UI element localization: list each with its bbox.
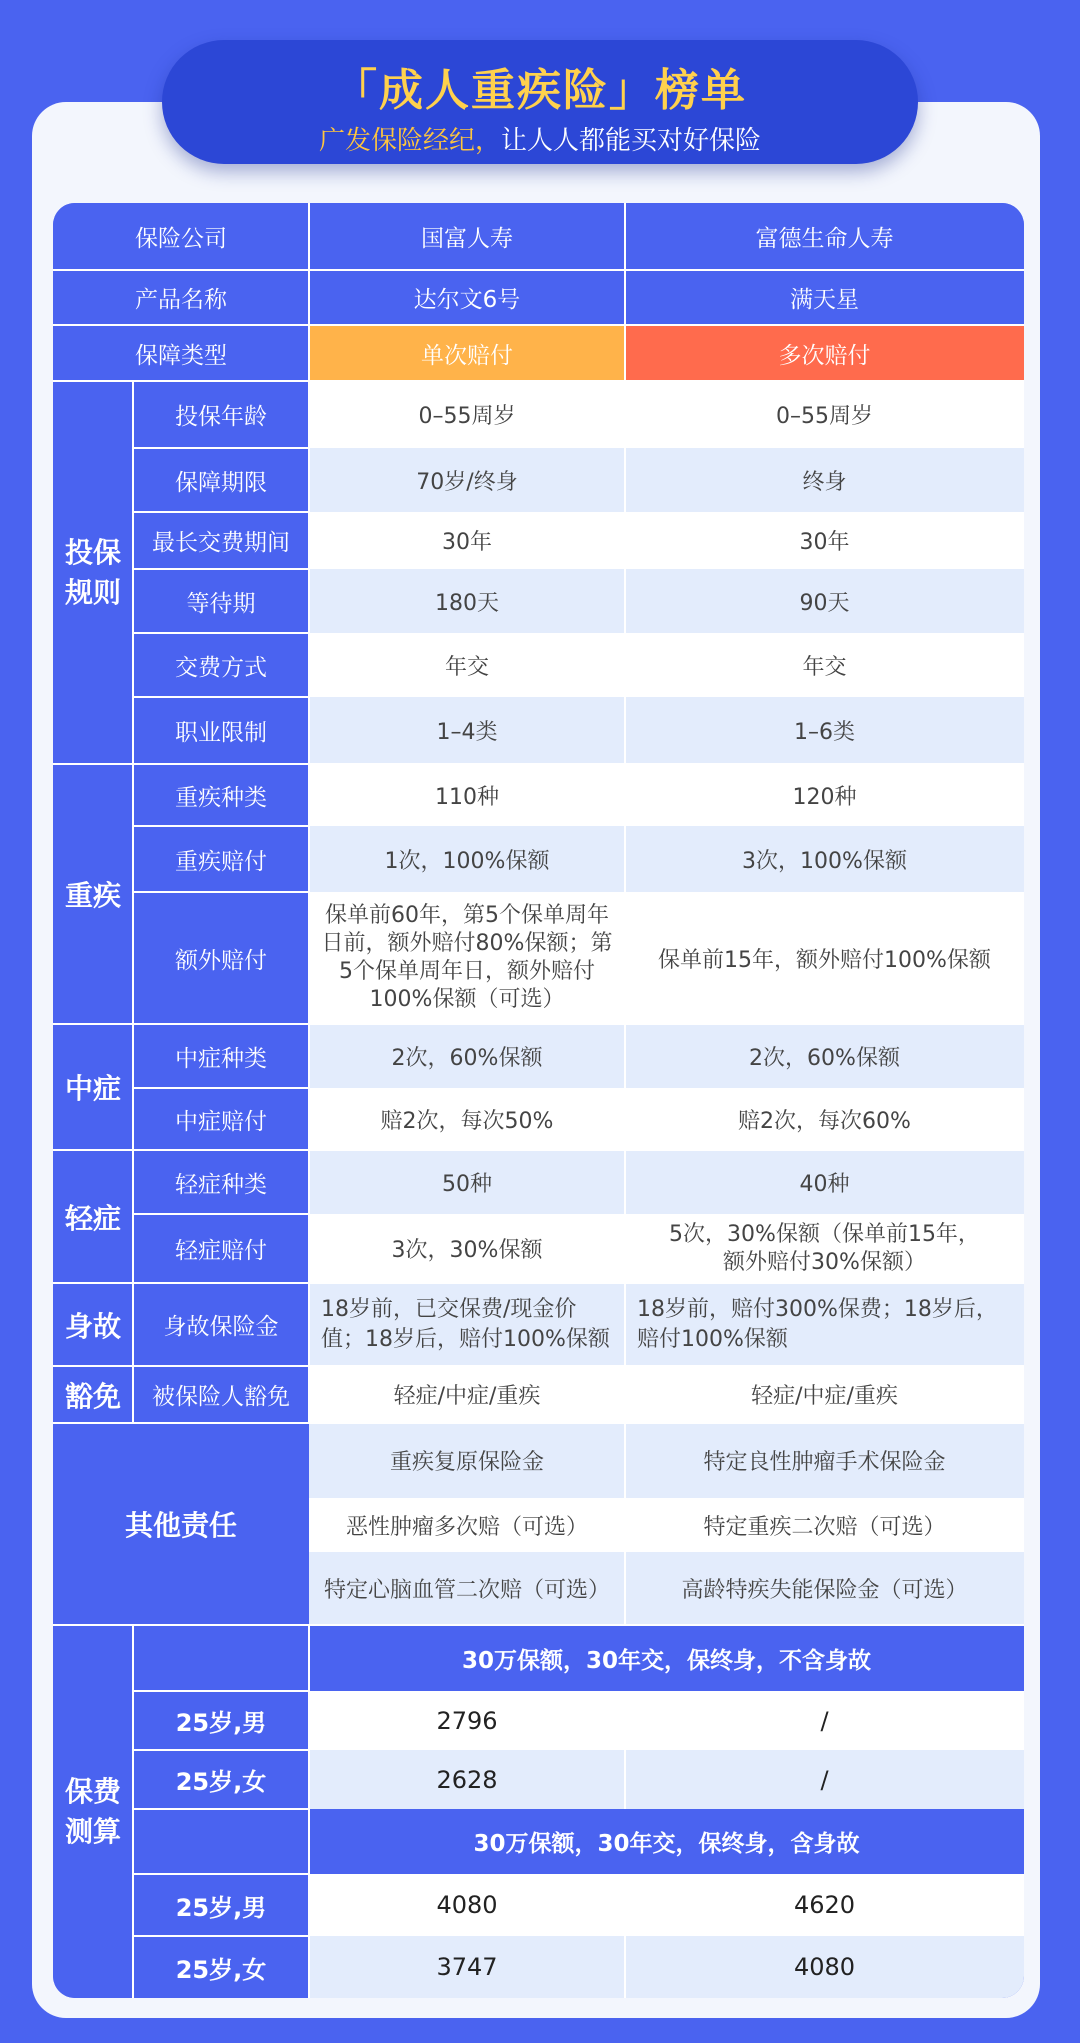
broker-name: 广发保险经纪，: [318, 126, 501, 156]
company-b: 富德生命人寿: [625, 203, 1024, 270]
row-label-ci-types: 重疾种类: [133, 764, 309, 826]
mild-payout-b: 5次，30%保额（保单前15年，额外赔付30%保额）: [625, 1214, 1024, 1283]
slogan: 让人人都能买对好保险: [501, 126, 762, 156]
premium-condition-2: 30万保额，30年交，保终身，含身故: [309, 1809, 1024, 1874]
ci-payout-a: 1次，100%保额: [309, 826, 625, 892]
comparison-table: [53, 203, 1024, 1998]
ci-types-b: 120种: [625, 764, 1024, 826]
age-a: 0–55周岁: [309, 381, 625, 448]
row-label-mod-payout: 中症赔付: [133, 1088, 309, 1150]
type-single-badge: 单次赔付: [309, 325, 625, 381]
other-b-1: 特定良性肿瘤手术保险金: [625, 1423, 1024, 1498]
row-label-pay-period: 最长交费期间: [133, 512, 309, 569]
mod-types-b: 2次，60%保额: [625, 1024, 1024, 1088]
death-benefit-a: 18岁前，已交保费/现金价值；18岁后，赔付100%保额: [309, 1283, 625, 1366]
row-label-insured-waiver: 被保险人豁免: [133, 1366, 309, 1423]
death-benefit-b: 18岁前，赔付300%保费；18岁后，赔付100%保额: [625, 1283, 1024, 1366]
age-male-1: 25岁,男: [133, 1691, 309, 1750]
product-a-name: 达尔文6号: [309, 270, 625, 325]
insured-waiver-b: 轻症/中症/重疾: [625, 1366, 1024, 1423]
pay-period-a: 30年: [309, 512, 625, 569]
row-label-mild-payout: 轻症赔付: [133, 1214, 309, 1283]
mod-payout-a: 赔2次，每次50%: [309, 1088, 625, 1150]
age-female-2: 25岁,女: [133, 1936, 309, 1998]
mild-types-b: 40种: [625, 1150, 1024, 1214]
row-label-age: 投保年龄: [133, 381, 309, 448]
section-moderate: 中症: [53, 1024, 133, 1150]
row-label-ci-extra: 额外赔付: [133, 892, 309, 1024]
age-b: 0–55周岁: [625, 381, 1024, 448]
waiting-a: 180天: [309, 569, 625, 633]
ci-extra-b: 保单前15年，额外赔付100%保额: [625, 892, 1024, 1024]
waiting-b: 90天: [625, 569, 1024, 633]
title-banner: [162, 40, 918, 164]
row-label-ci-payout: 重疾赔付: [133, 826, 309, 892]
premium-blank-2: [133, 1809, 309, 1874]
ci-payout-b: 3次，100%保额: [625, 826, 1024, 892]
term-b: 终身: [625, 448, 1024, 512]
section-waiver: 豁免: [53, 1366, 133, 1423]
section-critical: 重疾: [53, 764, 133, 1024]
premium-c1-female-b: /: [625, 1750, 1024, 1809]
pay-period-b: 30年: [625, 512, 1024, 569]
pay-method-b: 年交: [625, 633, 1024, 697]
mod-types-a: 2次，60%保额: [309, 1024, 625, 1088]
pay-method-a: 年交: [309, 633, 625, 697]
section-death: 身故: [53, 1283, 133, 1366]
row-label-pay-method: 交费方式: [133, 633, 309, 697]
age-female-1: 25岁,女: [133, 1750, 309, 1809]
insured-waiver-a: 轻症/中症/重疾: [309, 1366, 625, 1423]
type-label: 保障类型: [53, 325, 309, 381]
page-subtitle: [162, 120, 918, 157]
occupation-a: 1–4类: [309, 697, 625, 764]
page-title: 「成人重疾险」榜单: [333, 65, 747, 116]
premium-c1-male-b: /: [625, 1691, 1024, 1750]
section-rules: 投保规则: [53, 381, 133, 764]
row-label-occupation: 职业限制: [133, 697, 309, 764]
row-label-death-benefit: 身故保险金: [133, 1283, 309, 1366]
product-b-name: 满天星: [625, 270, 1024, 325]
other-b-2: 特定重疾二次赔（可选）: [625, 1498, 1024, 1552]
term-a: 70岁/终身: [309, 448, 625, 512]
ci-types-a: 110种: [309, 764, 625, 826]
mod-payout-b: 赔2次，每次60%: [625, 1088, 1024, 1150]
other-a-1: 重疾复原保险金: [309, 1423, 625, 1498]
premium-blank-1: [133, 1625, 309, 1691]
row-label-term: 保障期限: [133, 448, 309, 512]
company-label: 保险公司: [53, 203, 309, 270]
age-male-2: 25岁,男: [133, 1874, 309, 1936]
type-multiple-badge: 多次赔付: [625, 325, 1024, 381]
premium-c1-female-a: 2628: [309, 1750, 625, 1809]
other-a-2: 恶性肿瘤多次赔（可选）: [309, 1498, 625, 1552]
other-a-3: 特定心脑血管二次赔（可选）: [309, 1552, 625, 1625]
premium-c2-male-a: 4080: [309, 1874, 625, 1936]
row-label-mod-types: 中症种类: [133, 1024, 309, 1088]
ci-extra-a: 保单前60年，第5个保单周年日前，额外赔付80%保额；第5个保单周年日，额外赔付100%保额（可选）: [309, 892, 625, 1024]
premium-c2-female-b: 4080: [625, 1936, 1024, 1998]
row-label-waiting: 等待期: [133, 569, 309, 633]
occupation-b: 1–6类: [625, 697, 1024, 764]
other-b-3: 高龄特疾失能保险金（可选）: [625, 1552, 1024, 1625]
section-mild: 轻症: [53, 1150, 133, 1283]
premium-condition-1: 30万保额，30年交，保终身，不含身故: [309, 1625, 1024, 1691]
product-label: 产品名称: [53, 270, 309, 325]
mild-types-a: 50种: [309, 1150, 625, 1214]
premium-c2-male-b: 4620: [625, 1874, 1024, 1936]
section-premium: 保费测算: [53, 1625, 133, 1998]
premium-c1-male-a: 2796: [309, 1691, 625, 1750]
section-other: 其他责任: [53, 1423, 309, 1625]
company-a: 国富人寿: [309, 203, 625, 270]
mild-payout-a: 3次，30%保额: [309, 1214, 625, 1283]
row-label-mild-types: 轻症种类: [133, 1150, 309, 1214]
premium-c2-female-a: 3747: [309, 1936, 625, 1998]
